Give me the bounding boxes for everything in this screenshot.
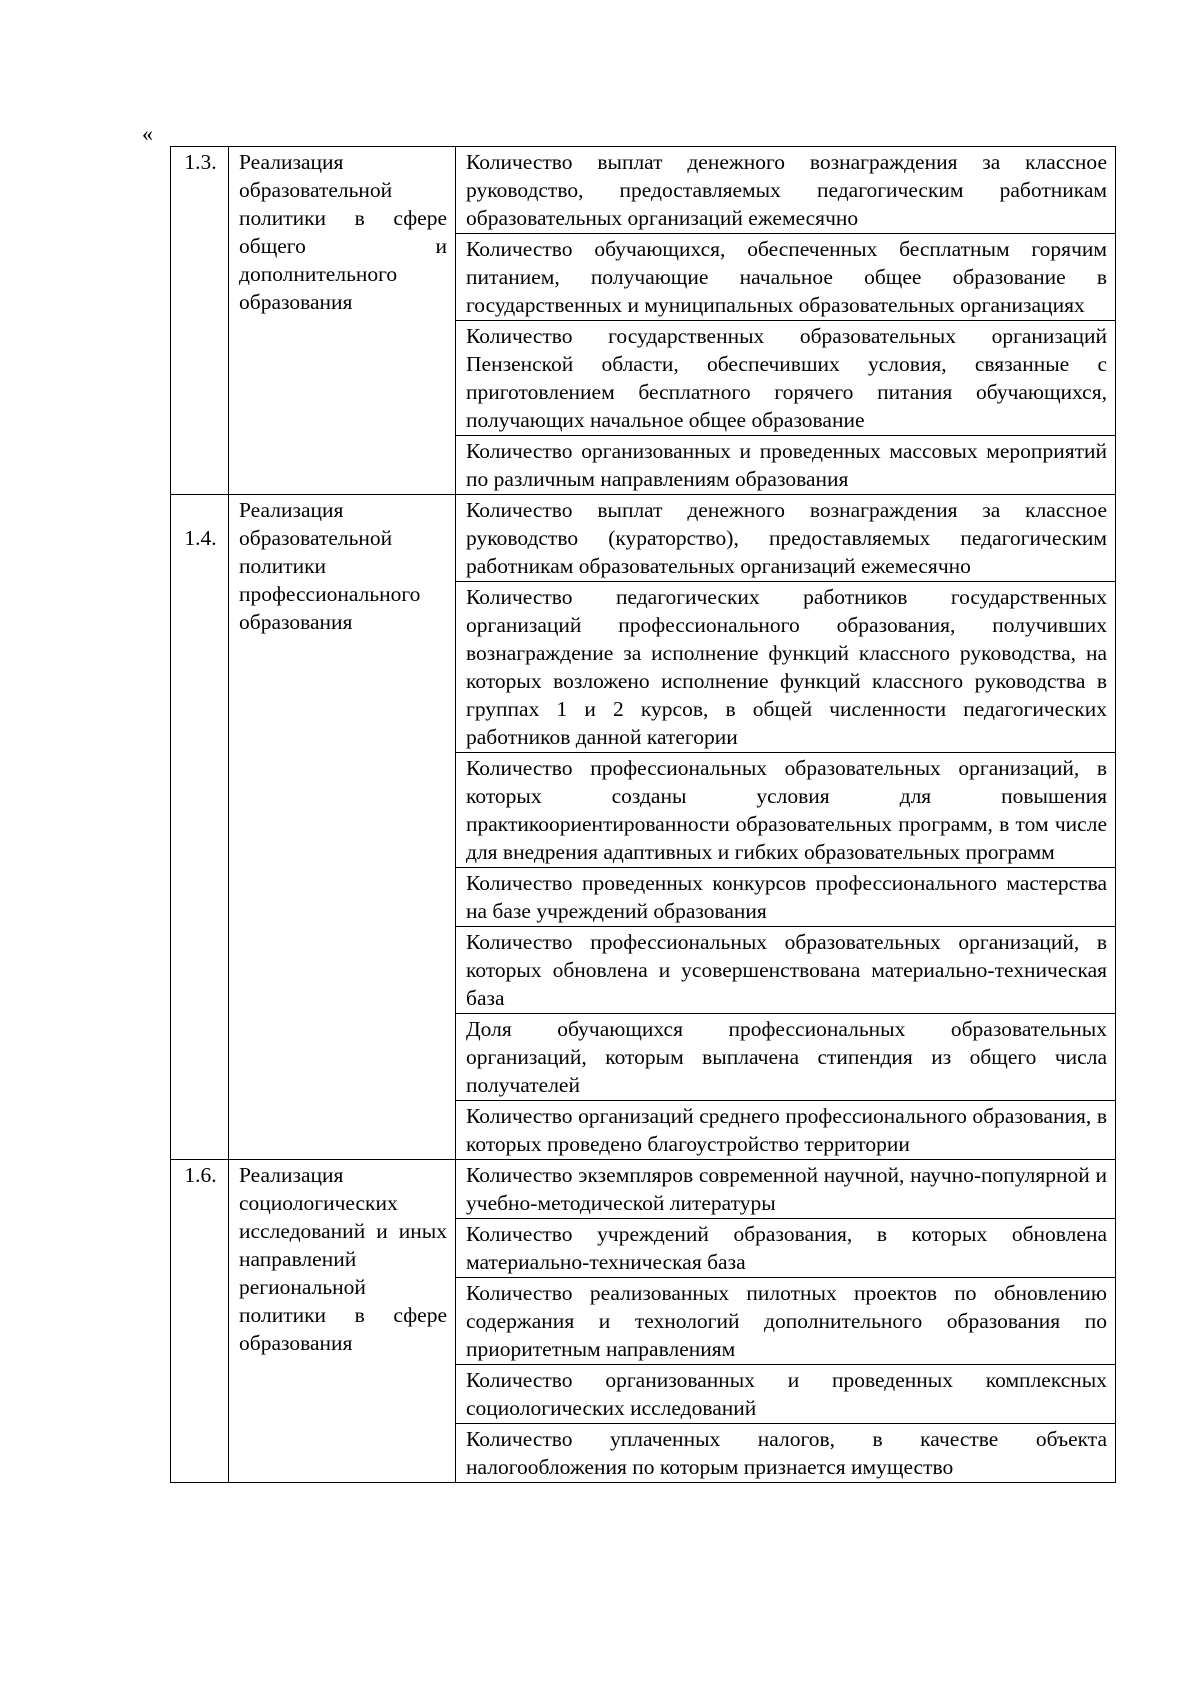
- indicator-cell: Доля обучающихся профессиональных образовательных организаций, которым выплачена стипендия из общего числа получателей: [456, 1014, 1116, 1101]
- section-number: 1.6.: [171, 1160, 229, 1483]
- indicator-cell: Количество обучающихся, обеспеченных бесплатным горячим питанием, получающие начальное общее образование в государственных и муниципальных образовательных организациях: [456, 234, 1116, 321]
- table-row: [171, 495, 1116, 582]
- section-name: Реализация образовательной политики профессионального образования: [229, 495, 456, 1160]
- table-row: [171, 1160, 1116, 1219]
- indicator-cell: Количество профессиональных образовательных организаций, в которых созданы условия для повышения практикоориентированности образовательных программ, в том числе для внедрения адаптивных и гибких образовательных программ: [456, 753, 1116, 868]
- section-name: Реализация социологических исследований и иных направлений региональной политики в сфере образования: [229, 1160, 456, 1483]
- section-number: 1.3.: [171, 147, 229, 495]
- indicator-cell: Количество организованных и проведенных комплексных социологических исследований: [456, 1365, 1116, 1424]
- indicator-cell: Количество проведенных конкурсов профессионального мастерства на базе учреждений образования: [456, 868, 1116, 927]
- indicator-cell: Количество учреждений образования, в которых обновлена материально-техническая база: [456, 1219, 1116, 1278]
- indicator-cell: Количество профессиональных образовательных организаций, в которых обновлена и усовершенствована материально-техническая база: [456, 927, 1116, 1014]
- indicator-cell: Количество выплат денежного вознаграждения за классное руководство, предоставляемых педагогическим работникам образовательных организаций ежемесячно: [456, 147, 1116, 234]
- indicator-cell: Количество реализованных пилотных проектов по обновлению содержания и технологий дополнительного образования по приоритетным направлениям: [456, 1278, 1116, 1365]
- section-name: Реализация образовательной политики в сфере общего и дополнительного образования: [229, 147, 456, 495]
- indicators-table: [170, 146, 1116, 1483]
- table-row: [171, 147, 1116, 234]
- indicator-cell: Количество выплат денежного вознаграждения за классное руководство (кураторство), предоставляемых педагогическим работникам образовательных организаций ежемесячно: [456, 495, 1116, 582]
- indicator-cell: Количество экземпляров современной научной, научно-популярной и учебно-методической литературы: [456, 1160, 1116, 1219]
- indicator-cell: Количество организаций среднего профессионального образования, в которых проведено благоустройство территории: [456, 1101, 1116, 1160]
- indicator-cell: Количество уплаченных налогов, в качестве объекта налогообложения по которым признается имущество: [456, 1424, 1116, 1483]
- indicator-cell: Количество государственных образовательных организаций Пензенской области, обеспечивших условия, связанные с приготовлением бесплатного горячего питания обучающихся, получающих начальное общее образование: [456, 321, 1116, 436]
- section-number: 1.4.: [171, 495, 229, 1160]
- indicator-cell: Количество педагогических работников государственных организаций профессионального образования, получивших вознаграждение за исполнение функций классного руководства, на которых возложено исполнение функций классного руководства в группах 1 и 2 курсов, в общей численности педагогических работников данной категории: [456, 582, 1116, 753]
- opening-quote: «: [142, 121, 153, 146]
- indicator-cell: Количество организованных и проведенных массовых мероприятий по различным направлениям образования: [456, 436, 1116, 495]
